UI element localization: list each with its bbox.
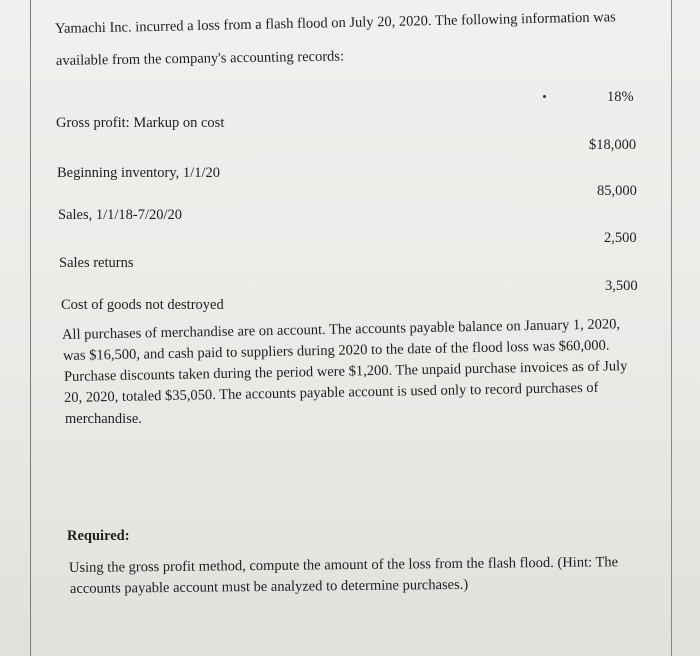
sales-returns-label: Sales returns <box>59 255 134 271</box>
stray-mark <box>543 95 546 98</box>
intro-line-2: available from the company's accounting records: <box>55 48 345 69</box>
markup-value: 18% <box>607 89 634 105</box>
paragraph-line: Purchase discounts taken during the period were $1,200. The unpaid purchase invoices as of July <box>63 358 628 385</box>
required-line: Using the gross profit method, compute the amount of the loss from the flash flood. (Hint: The <box>68 554 619 576</box>
cost-not-destroyed-value: 3,500 <box>605 278 638 294</box>
purchases-paragraph <box>61 316 662 430</box>
beginning-inventory-value: $18,000 <box>589 137 637 153</box>
cost-not-destroyed-label: Cost of goods not destroyed <box>61 297 224 313</box>
paragraph-line: merchandise. <box>65 411 142 427</box>
sales-returns-value: 2,500 <box>604 230 637 246</box>
sales-value: 85,000 <box>597 183 637 199</box>
required-heading: Required: <box>67 528 130 544</box>
paragraph-line: 20, 2020, totaled $35,050. The accounts payable account is used only to record purchases of <box>63 379 599 406</box>
required-line: accounts payable account must be analyzed to determine purchases.) <box>69 576 469 597</box>
paragraph-line: was $16,500, and cash paid to suppliers during 2020 to the date of the flood loss was $60,000. <box>62 337 610 364</box>
intro-line-1: Yamachi Inc. incurred a loss from a flash flood on July 20, 2020. The following information was <box>54 9 616 37</box>
beginning-inventory-label: Beginning inventory, 1/1/20 <box>57 165 220 181</box>
sales-label: Sales, 1/1/18-7/20/20 <box>58 207 183 223</box>
markup-label: Gross profit: Markup on cost <box>56 115 225 131</box>
paragraph-line: All purchases of merchandise are on account. The accounts payable balance on January 1, 2020, <box>61 316 621 343</box>
required-paragraph <box>68 554 664 600</box>
